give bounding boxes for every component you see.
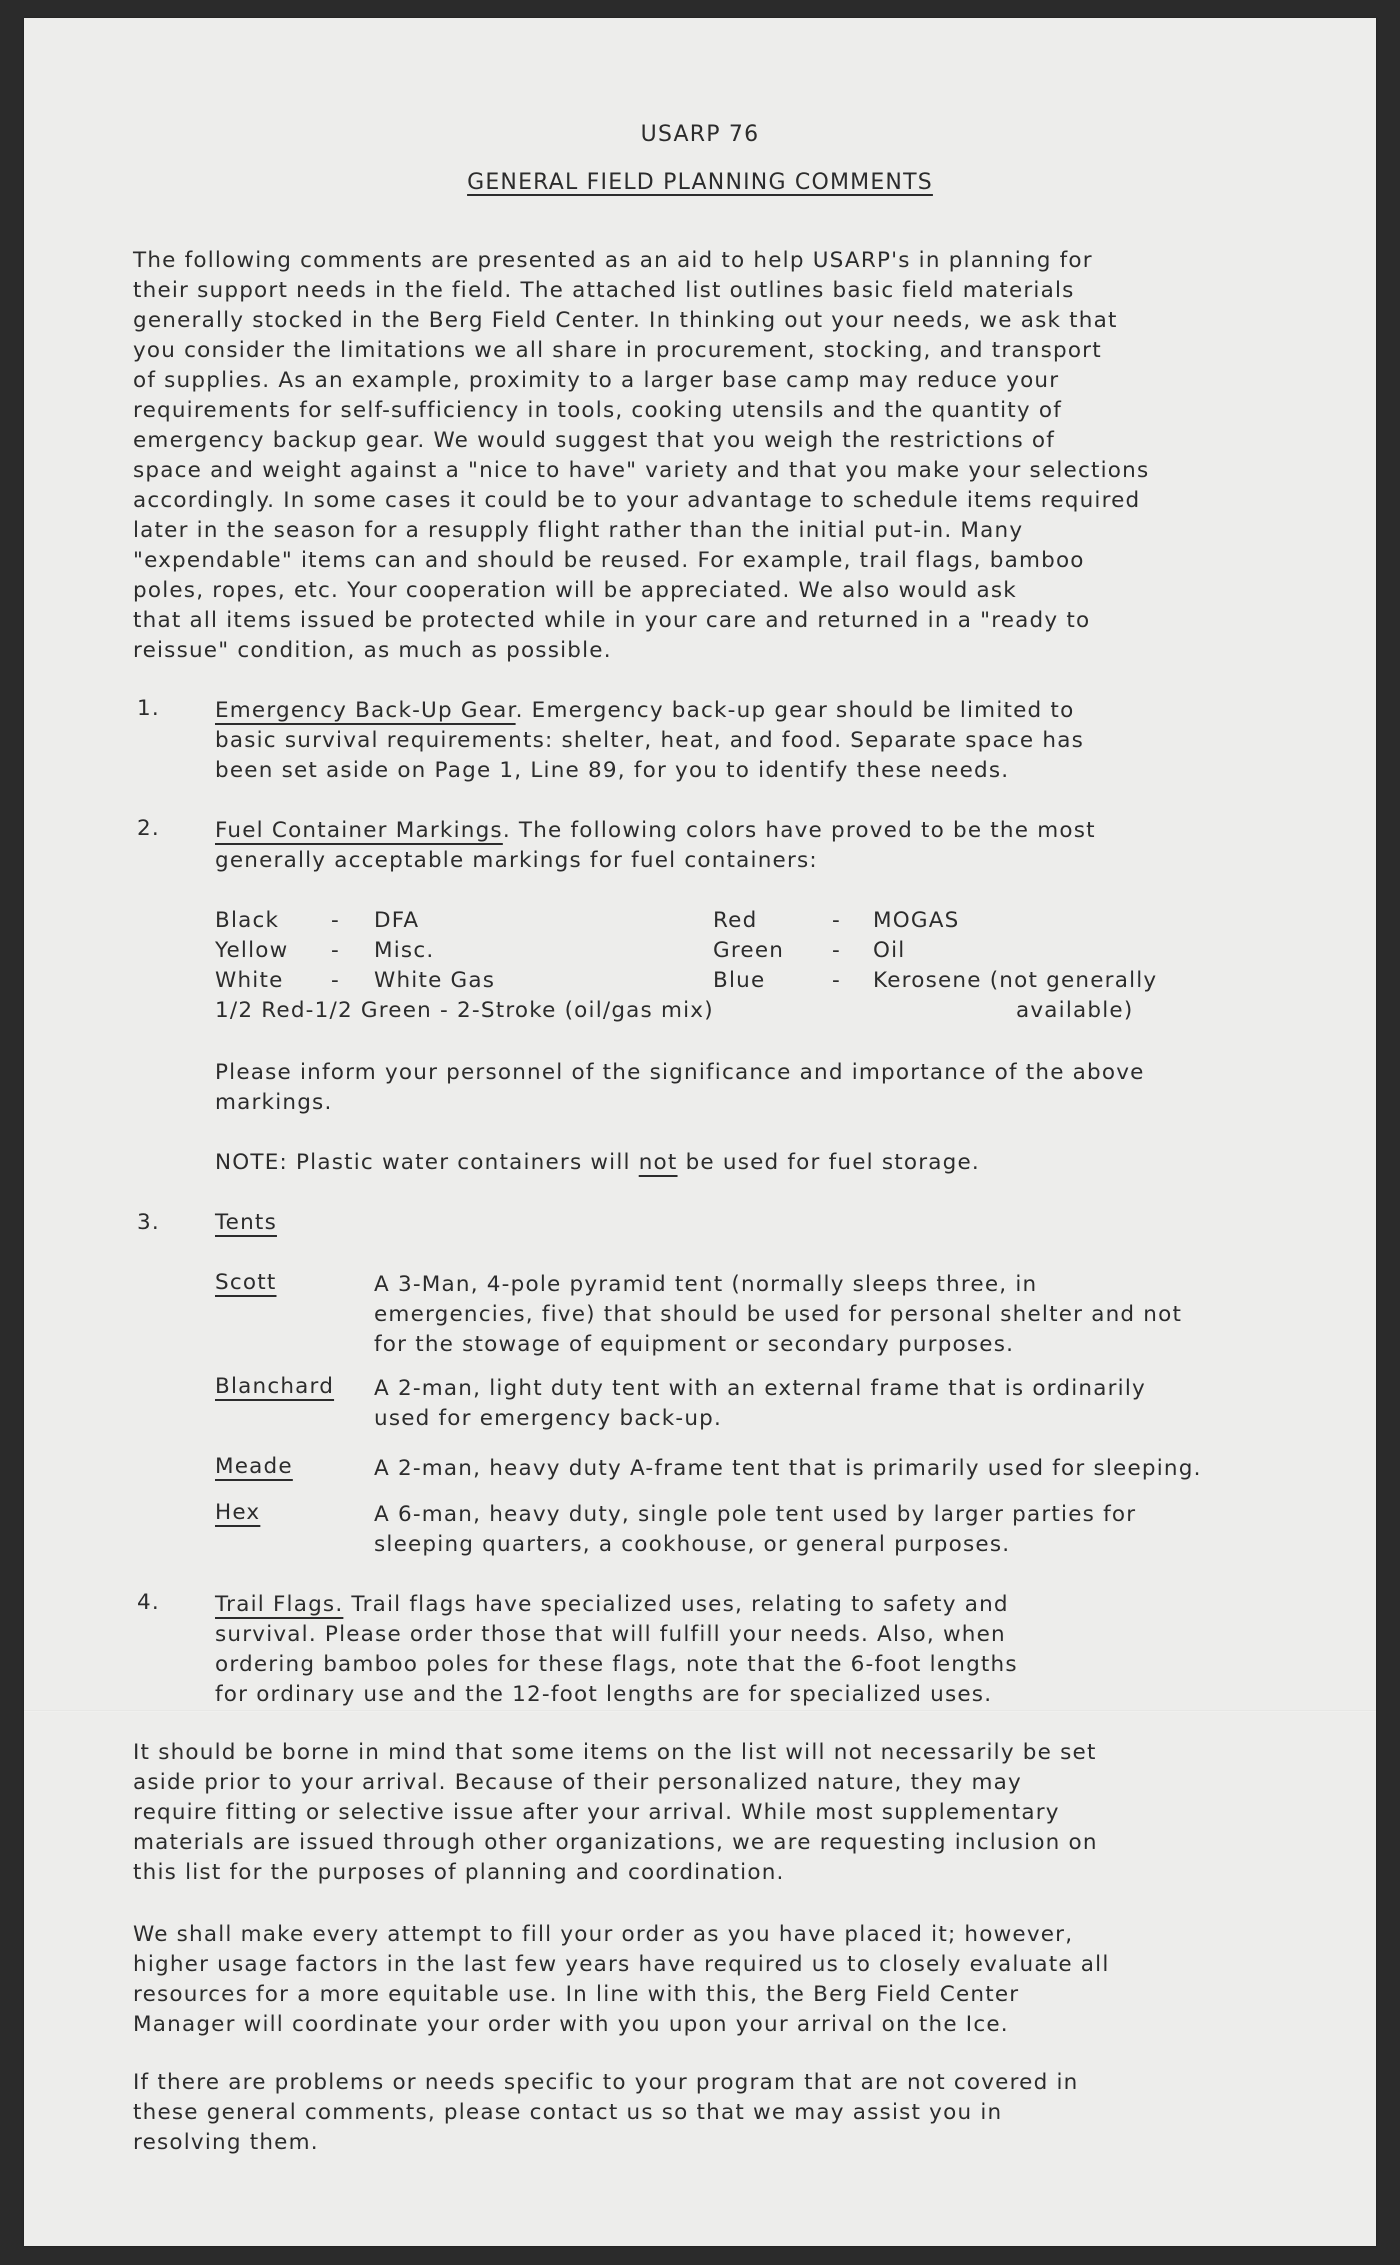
section-line: survival. Please order those that will fulfill your needs. Also, when bbox=[215, 1622, 1006, 1647]
intro-line: space and weight against a "nice to have" variety and that you make your selections bbox=[133, 458, 1150, 483]
tent-description bbox=[374, 1500, 1136, 1560]
tent-name-text: Scott bbox=[215, 1270, 277, 1295]
tent-name bbox=[215, 1270, 276, 1295]
tent-name-text: Meade bbox=[215, 1454, 293, 1479]
fuel-dash: - bbox=[331, 938, 340, 963]
closing-line: resolving them. bbox=[133, 2130, 319, 2155]
intro-line: that all items issued be protected while in your care and returned in a "ready to bbox=[133, 608, 1091, 633]
section-heading: Emergency Back-Up Gear bbox=[215, 698, 516, 723]
section-text: . Emergency back-up gear should be limited to bbox=[515, 698, 1075, 723]
closing-line: If there are problems or needs specific to your program that are not covered in bbox=[133, 2070, 1079, 2095]
fuel-color: Red bbox=[713, 908, 758, 933]
document-title: USARP 76 bbox=[640, 122, 760, 147]
tent-name bbox=[215, 1454, 293, 1479]
section-text: . The following colors have proved to be the most bbox=[502, 818, 1096, 843]
closing-paragraph bbox=[133, 1920, 1110, 2040]
closing-line: resources for a more equitable use. In line with this, the Berg Field Center bbox=[133, 1982, 1020, 2007]
tent-line: used for emergency back-up. bbox=[374, 1406, 723, 1431]
fuel-dash: - bbox=[331, 908, 340, 933]
intro-line: later in the season for a resupply flight rather than the initial put-in. Many bbox=[133, 518, 1024, 543]
note-emphasis: not bbox=[638, 1150, 678, 1175]
tent-name bbox=[215, 1500, 260, 1525]
section-line: been set aside on Page 1, Line 89, for you to identify these needs. bbox=[215, 758, 1010, 783]
section-fuel-markings bbox=[215, 816, 1096, 876]
fuel-type: DFA bbox=[374, 908, 420, 933]
fuel-type: Misc. bbox=[374, 938, 435, 963]
fuel-note bbox=[215, 1148, 980, 1178]
fuel-dash: - bbox=[832, 938, 841, 963]
closing-paragraph bbox=[133, 1738, 1098, 1888]
document-subtitle-text: GENERAL FIELD PLANNING COMMENTS bbox=[467, 170, 933, 195]
section-heading bbox=[215, 1210, 277, 1235]
tent-name bbox=[215, 1374, 334, 1399]
note-text: be used for fuel storage. bbox=[677, 1150, 980, 1175]
intro-line: reissue" condition, as much as possible. bbox=[133, 638, 612, 663]
fuel-color: Blue bbox=[713, 968, 766, 993]
tent-line: A 6-man, heavy duty, single pole tent used by larger parties for bbox=[374, 1502, 1137, 1527]
section-first-line bbox=[215, 1590, 1018, 1620]
intro-paragraph bbox=[133, 246, 1149, 666]
note-line bbox=[215, 1148, 980, 1178]
tent-name-text: Hex bbox=[215, 1500, 261, 1525]
closing-line: higher usage factors in the last few years have required us to closely evaluate all bbox=[133, 1952, 1110, 1977]
tent-line: for the stowage of equipment or secondary purposes. bbox=[374, 1332, 1015, 1357]
section-number: 4. bbox=[137, 1590, 160, 1615]
intro-line: their support needs in the field. The attached list outlines basic field materials bbox=[133, 278, 1075, 303]
intro-line: accordingly. In some cases it could be to your advantage to schedule items required bbox=[133, 488, 1141, 513]
fuel-dash: - bbox=[331, 968, 340, 993]
intro-line: "expendable" items can and should be reused. For example, trail flags, bamboo bbox=[133, 548, 1085, 573]
section-line: basic survival requirements: shelter, heat, and food. Separate space has bbox=[215, 728, 1084, 753]
fuel-color: White bbox=[215, 968, 284, 993]
section-line: markings. bbox=[215, 1090, 333, 1115]
fuel-mix-line: 1/2 Red-1/2 Green - 2-Stroke (oil/gas mix) bbox=[215, 998, 714, 1023]
fuel-color: Black bbox=[215, 908, 280, 933]
section-line: for ordinary use and the 12-foot lengths are for specialized uses. bbox=[215, 1682, 993, 1707]
closing-line: It should be borne in mind that some items on the list will not necessarily be set bbox=[133, 1740, 1097, 1765]
section-number: 3. bbox=[137, 1210, 160, 1235]
intro-line: emergency backup gear. We would suggest that you weigh the restrictions of bbox=[133, 428, 1056, 453]
fuel-inform-paragraph bbox=[215, 1058, 1145, 1118]
section-line: Please inform your personnel of the significance and importance of the above bbox=[215, 1060, 1145, 1085]
fuel-type: Oil bbox=[873, 938, 906, 963]
intro-line: poles, ropes, etc. Your cooperation will be appreciated. We also would ask bbox=[133, 578, 1017, 603]
section-emergency-gear bbox=[215, 696, 1084, 786]
note-text: NOTE: Plastic water containers will bbox=[215, 1150, 639, 1175]
tent-line: A 3-Man, 4-pole pyramid tent (normally sleeps three, in bbox=[374, 1272, 1038, 1297]
tent-line: sleeping quarters, a cookhouse, or general purposes. bbox=[374, 1532, 1011, 1557]
section-heading: Trail Flags. bbox=[215, 1592, 344, 1617]
fuel-available-note: available) bbox=[1016, 998, 1134, 1023]
fuel-type: MOGAS bbox=[873, 908, 960, 933]
section-number: 2. bbox=[137, 816, 160, 841]
closing-paragraph bbox=[133, 2068, 1078, 2158]
section-line: ordering bamboo poles for these flags, note that the 6-foot lengths bbox=[215, 1652, 1018, 1677]
tent-name-text: Blanchard bbox=[215, 1374, 335, 1399]
intro-line: generally stocked in the Berg Field Center. In thinking out your needs, we ask that bbox=[133, 308, 1118, 333]
intro-line: requirements for self-sufficiency in tools, cooking utensils and the quantity of bbox=[133, 398, 1062, 423]
section-line: generally acceptable markings for fuel containers: bbox=[215, 848, 818, 873]
fuel-dash: - bbox=[832, 908, 841, 933]
closing-line: these general comments, please contact us so that we may assist you in bbox=[133, 2100, 1003, 2125]
tent-line: A 2-man, light duty tent with an external frame that is ordinarily bbox=[374, 1376, 1146, 1401]
section-trail-flags bbox=[215, 1590, 1018, 1710]
fuel-type: White Gas bbox=[374, 968, 496, 993]
document-subtitle bbox=[24, 170, 1376, 195]
closing-line: aside prior to your arrival. Because of their personalized nature, they may bbox=[133, 1770, 1022, 1795]
paper-fold bbox=[24, 1710, 1376, 1712]
intro-line: you consider the limitations we all share in procurement, stocking, and transport bbox=[133, 338, 1102, 363]
closing-line: require fitting or selective issue after your arrival. While most supplementary bbox=[133, 1800, 1060, 1825]
section-heading: Fuel Container Markings bbox=[215, 818, 503, 843]
fuel-type: Kerosene (not generally bbox=[873, 968, 1158, 993]
fuel-color: Green bbox=[713, 938, 785, 963]
tent-description bbox=[374, 1270, 1182, 1360]
tent-description bbox=[374, 1374, 1146, 1434]
closing-line: materials are issued through other organizations, we are requesting inclusion on bbox=[133, 1830, 1098, 1855]
closing-line: We shall make every attempt to fill your order as you have placed it; however, bbox=[133, 1922, 1074, 1947]
section-first-line bbox=[215, 816, 1096, 846]
tent-description bbox=[374, 1454, 1202, 1484]
section-first-line bbox=[215, 696, 1084, 726]
intro-line: of supplies. As an example, proximity to a larger base camp may reduce your bbox=[133, 368, 1060, 393]
intro-line: The following comments are presented as an aid to help USARP's in planning for bbox=[133, 248, 1093, 273]
section-heading-text: Tents bbox=[215, 1210, 277, 1235]
tent-line: A 2-man, heavy duty A-frame tent that is primarily used for sleeping. bbox=[374, 1456, 1202, 1481]
closing-line: this list for the purposes of planning and coordination. bbox=[133, 1860, 785, 1885]
section-text: Trail flags have specialized uses, relating to safety and bbox=[343, 1592, 1009, 1617]
tent-line: emergencies, five) that should be used for personal shelter and not bbox=[374, 1302, 1183, 1327]
fuel-dash: - bbox=[832, 968, 841, 993]
closing-line: Manager will coordinate your order with you upon your arrival on the Ice. bbox=[133, 2012, 1009, 2037]
section-number: 1. bbox=[137, 696, 160, 721]
fuel-color: Yellow bbox=[215, 938, 289, 963]
document-page bbox=[24, 18, 1376, 2246]
